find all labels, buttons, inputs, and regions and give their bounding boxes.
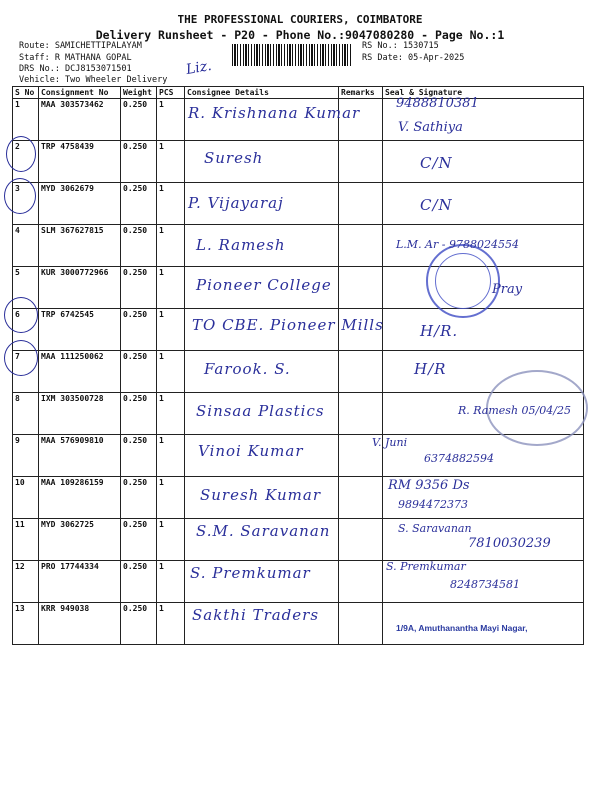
cell-pcs: 1 bbox=[157, 141, 185, 183]
handwritten-signature: Pray bbox=[492, 282, 523, 297]
handwritten-signature: L.M. Ar - 9788024554 bbox=[396, 238, 519, 251]
cell-pcs: 1 bbox=[157, 603, 185, 645]
runsheet-table bbox=[12, 86, 584, 645]
handwritten-consignee: TO CBE. Pioneer Mills bbox=[192, 316, 384, 334]
cell-pcs: 1 bbox=[157, 351, 185, 393]
handwritten-signature: V. Sathiya bbox=[398, 120, 463, 135]
cell-weight: 0.250 bbox=[121, 267, 157, 309]
handwritten-consignee: Sakthi Traders bbox=[192, 606, 320, 624]
handwritten-consignee: Farook. S. bbox=[204, 360, 291, 378]
cell-consignment: PRO 17744334 bbox=[39, 561, 121, 603]
handwritten-phone: 7810030239 bbox=[468, 536, 551, 551]
cell-sno: 10 bbox=[13, 477, 39, 519]
col-consignment: Consignment No bbox=[39, 87, 121, 99]
cell-consignment: MAA 111250062 bbox=[39, 351, 121, 393]
cell-consignment: TRP 6742545 bbox=[39, 309, 121, 351]
cell-sno: 7 bbox=[13, 351, 39, 393]
cell-remarks bbox=[339, 183, 383, 225]
cell-signature bbox=[383, 183, 584, 225]
handwritten-signature: C/N bbox=[420, 154, 453, 172]
cell-weight: 0.250 bbox=[121, 183, 157, 225]
cell-signature bbox=[383, 309, 584, 351]
handwritten-consignee: S.M. Saravanan bbox=[196, 522, 331, 540]
cell-remarks bbox=[339, 351, 383, 393]
cell-remarks bbox=[339, 477, 383, 519]
cell-sno: 4 bbox=[13, 225, 39, 267]
route-field: Route: SAMICHETTIPALAYAM bbox=[19, 41, 142, 51]
cell-weight: 0.250 bbox=[121, 561, 157, 603]
cell-sno: 5 bbox=[13, 267, 39, 309]
cell-signature bbox=[383, 141, 584, 183]
table-header-row bbox=[13, 87, 584, 99]
cell-weight: 0.250 bbox=[121, 477, 157, 519]
handwritten-signature: RM 9356 Ds bbox=[388, 478, 470, 493]
cell-consignment: MAA 109286159 bbox=[39, 477, 121, 519]
cell-pcs: 1 bbox=[157, 267, 185, 309]
cell-consignment: MYD 3062725 bbox=[39, 519, 121, 561]
col-signature: Seal & Signature bbox=[383, 87, 584, 99]
handwritten-consignee: P. Vijayaraj bbox=[188, 194, 284, 212]
cell-pcs: 1 bbox=[157, 435, 185, 477]
cell-weight: 0.250 bbox=[121, 435, 157, 477]
cell-consignment: MAA 303573462 bbox=[39, 99, 121, 141]
col-remarks: Remarks bbox=[339, 87, 383, 99]
cell-pcs: 1 bbox=[157, 309, 185, 351]
handwritten-signature: S. Saravanan bbox=[398, 522, 472, 535]
handwritten-phone: 9894472373 bbox=[398, 498, 468, 511]
sno-circle-mark bbox=[4, 178, 36, 214]
handwritten-consignee: Suresh bbox=[204, 149, 264, 167]
sno-circle-mark bbox=[4, 297, 38, 333]
header-meta-left bbox=[19, 41, 142, 76]
handwritten-phone: 8248734581 bbox=[450, 578, 520, 591]
cell-pcs: 1 bbox=[157, 561, 185, 603]
cell-weight: 0.250 bbox=[121, 603, 157, 645]
cell-weight: 0.250 bbox=[121, 99, 157, 141]
handwritten-consignee: Vinoi Kumar bbox=[198, 442, 304, 460]
cell-pcs: 1 bbox=[157, 183, 185, 225]
cell-weight: 0.250 bbox=[121, 519, 157, 561]
runsheet-subtitle: Delivery Runsheet - P20 - Phone No.:9047080280 - Page No.:1 bbox=[95, 28, 505, 42]
seal-stamp bbox=[426, 244, 500, 318]
header-meta-right bbox=[362, 41, 464, 64]
table-row bbox=[13, 183, 584, 225]
handwritten-signature: H/R bbox=[414, 360, 447, 378]
handwritten-signature: V. Juni bbox=[372, 436, 408, 449]
staff-field: Staff: R MATHANA GOPAL bbox=[19, 52, 132, 63]
cell-weight: 0.250 bbox=[121, 393, 157, 435]
cell-consignment: SLM 367627815 bbox=[39, 225, 121, 267]
cell-sno: 1 bbox=[13, 99, 39, 141]
col-sno: S No bbox=[13, 87, 39, 99]
cell-sno: 6 bbox=[13, 309, 39, 351]
handwritten-signature: C/N bbox=[420, 196, 453, 214]
cell-sno: 3 bbox=[13, 183, 39, 225]
sno-circle-mark bbox=[4, 340, 38, 376]
cell-remarks bbox=[339, 141, 383, 183]
cell-pcs: 1 bbox=[157, 99, 185, 141]
cell-remarks bbox=[339, 267, 383, 309]
handwritten-phone: 6374882594 bbox=[424, 452, 494, 465]
drs-field: DRS No.: DCJ8153071501 bbox=[19, 64, 132, 74]
handwritten-consignee: Sinsaa Plastics bbox=[196, 402, 325, 420]
handwritten-consignee: L. Ramesh bbox=[196, 236, 286, 254]
rs-no-field: RS No.: 1530715 bbox=[362, 41, 439, 51]
handwritten-mark: Liz. bbox=[184, 57, 213, 79]
sno-circle-mark bbox=[6, 136, 36, 172]
cell-consignment: KRR 949038 bbox=[39, 603, 121, 645]
cell-weight: 0.250 bbox=[121, 225, 157, 267]
cell-sno: 12 bbox=[13, 561, 39, 603]
cell-consignment: MYD 3062679 bbox=[39, 183, 121, 225]
col-pcs: PCS bbox=[157, 87, 185, 99]
cell-pcs: 1 bbox=[157, 477, 185, 519]
cell-sno: 13 bbox=[13, 603, 39, 645]
table-row bbox=[13, 141, 584, 183]
handwritten-signature: H/R. bbox=[420, 322, 459, 340]
rs-date-field: RS Date: 05-Apr-2025 bbox=[362, 52, 465, 63]
cell-remarks bbox=[339, 561, 383, 603]
handwritten-consignee: R. Krishnana Kumar bbox=[188, 104, 361, 122]
handwritten-consignee: Suresh Kumar bbox=[200, 486, 321, 504]
col-consignee: Consignee Details bbox=[185, 87, 339, 99]
cell-weight: 0.250 bbox=[121, 351, 157, 393]
cell-sno: 9 bbox=[13, 435, 39, 477]
cell-consignment: TRP 4758439 bbox=[39, 141, 121, 183]
cell-pcs: 1 bbox=[157, 519, 185, 561]
stamp-address: 1/9A, Amuthanantha Mayi Nagar, bbox=[396, 623, 528, 633]
cell-weight: 0.250 bbox=[121, 141, 157, 183]
barcode bbox=[232, 44, 352, 66]
company-title: THE PROFESSIONAL COURIERS, COIMBATORE bbox=[177, 13, 423, 26]
cell-pcs: 1 bbox=[157, 393, 185, 435]
cell-sno: 11 bbox=[13, 519, 39, 561]
handwritten-consignee: Pioneer College bbox=[196, 276, 332, 294]
cell-remarks bbox=[339, 393, 383, 435]
cell-remarks bbox=[339, 225, 383, 267]
handwritten-signature: R. Ramesh 05/04/25 bbox=[458, 404, 571, 417]
handwritten-signature: S. Premkumar bbox=[386, 560, 466, 573]
cell-remarks bbox=[339, 519, 383, 561]
cell-consignment: KUR 3000772966 bbox=[39, 267, 121, 309]
cell-sno: 8 bbox=[13, 393, 39, 435]
cell-consignment: MAA 576909810 bbox=[39, 435, 121, 477]
cell-remarks bbox=[339, 603, 383, 645]
handwritten-signature: 9488810381 bbox=[396, 96, 479, 111]
cell-pcs: 1 bbox=[157, 225, 185, 267]
cell-sno: 2 bbox=[13, 141, 39, 183]
vehicle-field: Vehicle: Two Wheeler Delivery bbox=[19, 75, 168, 85]
cell-weight: 0.250 bbox=[121, 309, 157, 351]
col-weight: Weight bbox=[121, 87, 157, 99]
handwritten-consignee: S. Premkumar bbox=[190, 564, 311, 582]
cell-consignment: IXM 303500728 bbox=[39, 393, 121, 435]
